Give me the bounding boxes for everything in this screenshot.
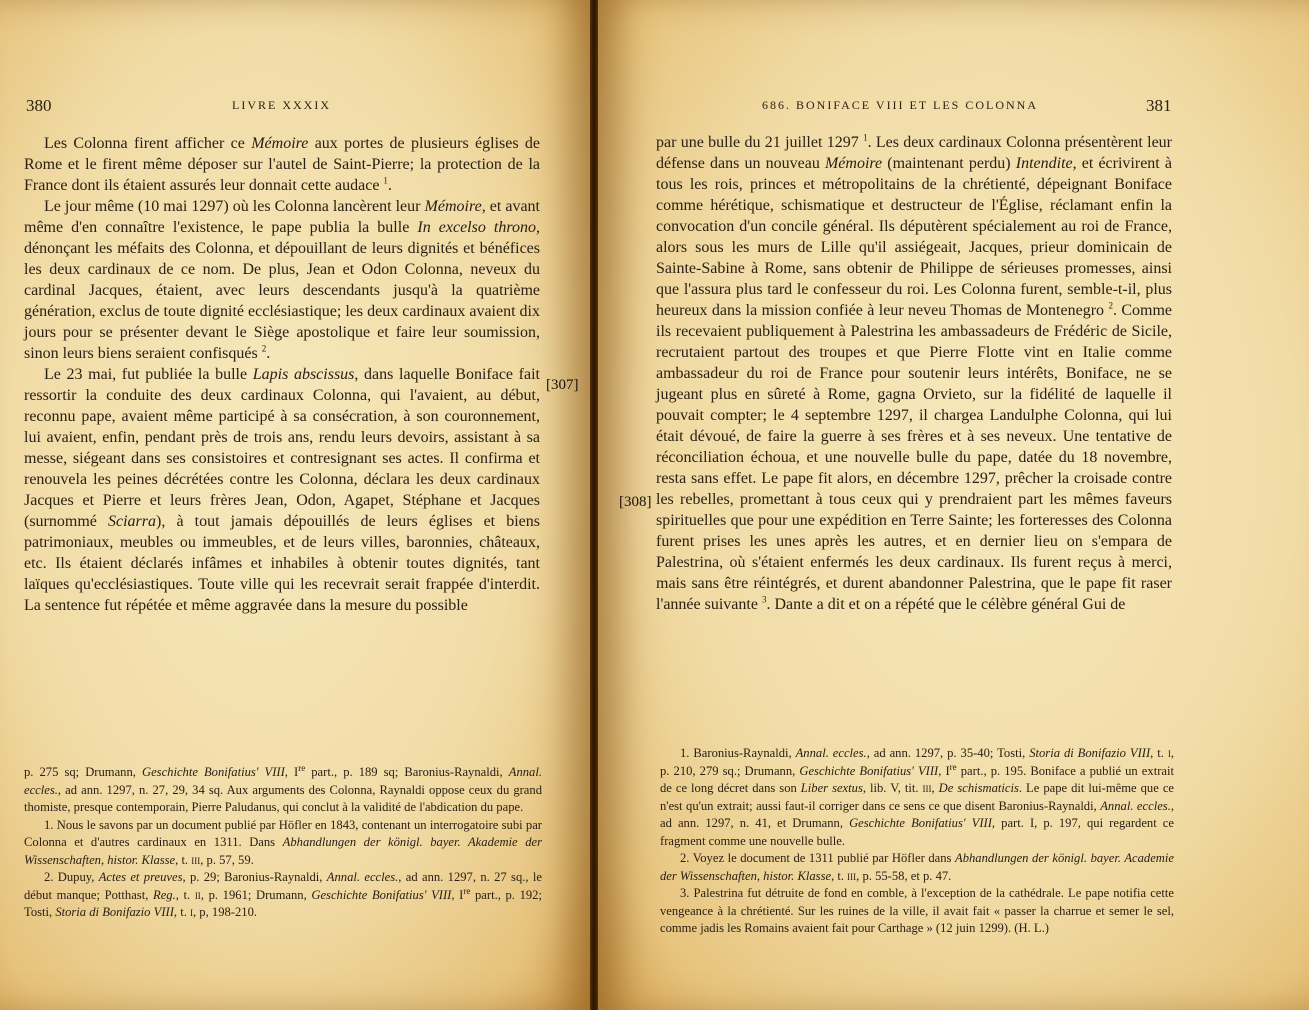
footnote: 2. Dupuy, Actes et preuves, p. 29; Baronius-Raynaldi, Annal. eccles., ad ann. 1297, n. 27 sq., le début manque; Potthast, Reg., t. ii, p. 1961; Drumann, Geschichte Bonifatius' VIII, Ire part., p. 192; Tosti, Storia di Bonifazio VIII, t. i, p, 198-210. — [24, 870, 542, 919]
page-number: 381 — [1146, 96, 1172, 115]
footnotes — [24, 764, 542, 922]
paragraph: par une bulle du 21 juillet 1297 $^1$. Les deux cardinaux Colonna présentèrent leur défense dans un nouveau Mémoire (maintenant perdu) Intendite, et écrivirent à tous les rois, princes et métropolitains de la chrétienté, dépeignant Boniface comme hérétique, schismatique et destructeur de l'Église, réclamant enfin la convocation d'un concile général. Ils députèrent spécialement au roi de France, alors sous les murs de Lille qu'il assiégeait, Jacques, prieur dominicain de Sainte-Sabine à Rome, sans obtenir de Philippe de sérieuses promesses, ainsi que l'assura plus tard le confesseur du roi. Les Colonna furent, semble-t-il, plus heureux dans la mission confiée à leur neveu Thomas de Montenegro $^2$. Comme ils recevaient publiquement à Palestrina les ambassadeurs de Frédéric de Sicile, recrutaient partout des troupes et que Pierre Flotte vint en Italie comme ambassadeur du roi de France pour soutenir leurs intérêts, Boniface, ne se jugeant plus en sûreté à Rome, gagna Orvieto, sur la fidélité de laquelle il pouvait compter; le 4 septembre 1297, il chargea Landulphe Colonna, qui lui était dévoué, de faire la guerre à ses frères et à ses neveux. Une tentative de réconciliation échoua, et une nouvelle bulle du pape, datée du 18 novembre, resta sans effet. Le pape fit alors, en décembre 1297, prêcher la croisade contre les rebelles, promettant à tous ceux qui y prendraient part les mêmes faveurs spirituelles que pour une expédition en Terre Sainte; les forteresses des Colonna furent prises les unes après les autres, et en dernier lieu on s'empara de Palestrina, où s'étaient enfermés les deux cardinaux. Ils furent reçus à merci, mais sans être réintégrés, et durent abandonner Palestrina, que le pape fit raser l'année suivante $^3$. Dante a dit et on a répété que le célèbre général Gui de — [656, 132, 1173, 613]
footnote: 1. Baronius-Raynaldi, Annal. eccles., ad ann. 1297, p. 35-40; Tosti, Storia di Bonifazio VIII, t. i, p. 210, 279 sq.; Drumann, Geschichte Bonifatius' VIII, Ire part., p. 195. Boniface a publié un extrait de ce long décret dans son Liber sextus, lib. V, tit. iii, De schismaticis. Le pape dit lui-même que ce n'est qu'un extrait; aussi faut-il corriger dans ce sens ce que disent Baronius-Raynaldi, Annal. eccles., ad ann. 1297, n. 41, et Drumann, Geschichte Bonifatius' VIII, part. I, p. 197, qui regardent ce fragment comme une nouvelle bulle. — [660, 746, 1174, 848]
main-text — [24, 133, 540, 616]
running-head: LIVRE XXXIX — [232, 98, 331, 112]
footnotes — [660, 745, 1174, 938]
paragraph: Le jour même (10 mai 1297) où les Colonna lancèrent leur Mémoire, et avant même d'en connaître l'existence, le pape publia la bulle In excelso throno, dénonçant les méfaits des Colonna, et dépouillant de leurs dignités et bénéfices les deux cardinaux de ce nom. De plus, Jean et Odon Colonna, neveux du cardinal Jacques, étaient, avec leurs descendants jusqu'à la quatrième génération, exclus de toute dignité ecclésiastique; les deux cardinaux avaient dix jours pour se présenter devant le Siège apostolique et faire leur soumission, sinon leurs biens seraient confisqués $^2$. — [24, 198, 541, 362]
page-number: 380 — [26, 96, 52, 115]
footnote: 3. Palestrina fut détruite de fond en comble, à l'exception de la cathédrale. Le pape notifia cette vengeance à la chrétienté. Sur les ruines de la ville, il avait fait « passer la charrue et semer le sel, comme jadis les Romains avaient fait pour Carthage » (12 juin 1299). (H. L.) — [660, 886, 1174, 935]
page-marker: [308] — [619, 494, 652, 510]
left-page — [0, 0, 590, 1010]
running-head: 686. BONIFACE VIII ET LES COLONNA — [762, 98, 1038, 112]
paragraph: Le 23 mai, fut publiée la bulle Lapis abscissus, dans laquelle Boniface fait ressortir la conduite des deux cardinaux Colonna, qui l'avaient, au début, reconnu pape, avaient même participé à sa consécration, à son couronnement, lui avaient, enfin, pendant près de trois ans, rendu leurs devoirs, assistant à sa messe, siégeant dans ses consistoires et contresignant ses actes. Il confirma et renouvela les peines décrétées contre les Colonna, déclara les deux cardinaux Jacques et Pierre et leurs frères Jean, Odon, Agapet, Stéphane et Jacques (surnommé Sciarra), à tout jamais dépouillés de leurs églises et biens patrimoniaux, meubles ou immeubles, et de leurs villes, baronnies, châteaux, etc. Ils étaient déclarés infâmes et inhabiles à obtenir toutes dignités, tant laïques qu'ecclésiastiques. Toute ville qui les recevrait serait frappée d'interdit. La sentence fut répétée et même aggravée dans la mesure du possible — [24, 366, 541, 614]
footnote: 2. Voyez le document de 1311 publié par Höfler dans Abhandlungen der königl. bayer. Academie der Wissenschaften, histor. Klasse, t. iii, p. 55-58, et p. 47. — [660, 851, 1174, 883]
footnote-continued: p. 275 sq; Drumann, Geschichte Bonifatius' VIII, Ire part., p. 189 sq; Baronius-Raynaldi, Annal. eccles., ad ann. 1297, n. 27, 29, 34 sq. Aux arguments des Colonna, Raynaldi oppose ceux du grand thomiste, presque contemporain, Pierre Paludanus, qui conclut à la validité de l'abdication du pape. — [24, 762, 542, 814]
right-page — [598, 0, 1309, 1010]
main-text — [656, 132, 1172, 615]
page-marker: [307] — [546, 377, 579, 393]
paragraph: Les Colonna firent afficher ce Mémoire aux portes de plusieurs églises de Rome et le firent même déposer sur l'autel de Saint-Pierre; la protection de la France dont ils étaient assurés leur donnait cette audace $^1$. — [24, 135, 540, 194]
footnote: 1. Nous le savons par un document publié par Höfler en 1843, contenant un interrogatoire subi par Colonna et d'autres cardinaux en 1311. Dans Abhandlungen der königl. bayer. Akademie der Wissenschaften, histor. Klasse, t. iii, p. 57, 59. — [24, 817, 542, 867]
